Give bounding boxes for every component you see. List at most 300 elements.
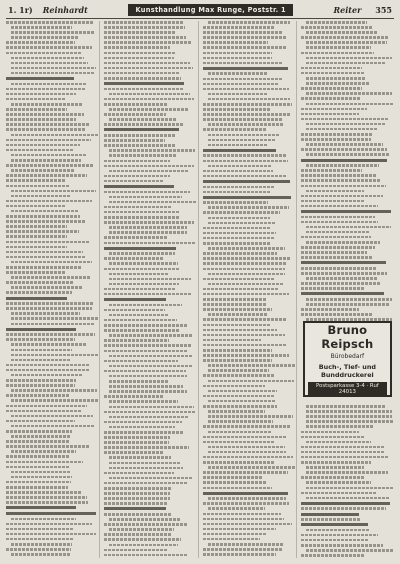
entry-text-line [301, 251, 367, 254]
entry-text-line [301, 451, 384, 454]
entry-text-line [203, 548, 283, 551]
entry-text-line [104, 134, 175, 137]
entry-text-line [109, 154, 177, 157]
entry-text-line [104, 431, 184, 434]
entry-text-line [301, 282, 380, 285]
page-number-right: 355 [375, 5, 392, 15]
entry-text-line [11, 471, 70, 474]
entry-text-line [104, 88, 184, 91]
entry-text-line [6, 496, 87, 499]
entry-text-line [104, 62, 190, 65]
entry-text-line [203, 298, 267, 301]
entry-text-line [208, 217, 270, 220]
entry-text-line [203, 57, 272, 60]
entry-text-line [203, 538, 261, 541]
entry-text-line [109, 355, 192, 358]
entry-text-line [6, 185, 69, 188]
entry-text-line [109, 477, 192, 480]
entry-text-line [203, 154, 288, 157]
entry-text-line [301, 518, 361, 521]
entry-text-line [104, 497, 170, 500]
entry-text-line [109, 462, 180, 465]
entry-text-line [208, 134, 280, 137]
entry-text-line [104, 36, 186, 39]
entry-text-line [109, 365, 192, 368]
entry-text-line [301, 507, 386, 510]
entry-text-line [208, 415, 294, 418]
entry-text-line [301, 210, 391, 213]
entry-text-line [11, 553, 71, 556]
entry-text-line [203, 211, 280, 214]
entry-text-line [6, 281, 73, 284]
entry-text-line [301, 113, 360, 116]
entry-text-line [306, 318, 392, 321]
entry-text-line [301, 554, 365, 557]
entry-text-line [104, 21, 182, 24]
entry-text-line [306, 57, 392, 60]
entry-text-line [306, 529, 370, 532]
entry-text-line [203, 518, 284, 521]
entry-text-line [203, 180, 291, 183]
entry-text-line [203, 237, 276, 240]
entry-text-line [109, 273, 169, 276]
entry-text-line [301, 446, 384, 449]
entry-text-line [208, 410, 266, 413]
entry-text-line [104, 144, 176, 147]
entry-text-line [11, 36, 79, 39]
entry-text-line [104, 309, 165, 312]
entry-text-line [109, 252, 174, 255]
entry-text-line [104, 216, 180, 219]
entry-text-line [11, 83, 87, 86]
entry-text-line [203, 83, 279, 86]
entry-text-line [301, 185, 386, 188]
entry-text-line [104, 360, 178, 363]
entry-text-line [306, 123, 385, 126]
entry-text-line [11, 399, 98, 402]
entry-text-line [306, 82, 370, 85]
entry-text-line [203, 553, 277, 556]
entry-text-line [208, 466, 297, 469]
directory-columns [6, 21, 394, 558]
entry-text-line [203, 502, 290, 505]
entry-text-line [203, 186, 275, 189]
entry-text-line [104, 523, 188, 526]
entry-text-line [6, 113, 84, 116]
entry-text-line [109, 406, 194, 409]
entry-text-line [301, 159, 387, 162]
entry-text-line [203, 88, 290, 91]
entry-text-line [104, 549, 166, 552]
entry-text-line [208, 380, 295, 383]
page-number-left: 1. 1r) [8, 5, 33, 15]
ad-company-name: Bruno Reipsch [321, 322, 374, 351]
entry-text-line [301, 431, 359, 434]
entry-text-line [208, 543, 284, 546]
entry-text-line [301, 195, 383, 198]
entry-text-line [11, 103, 82, 106]
entry-text-line [11, 261, 92, 264]
entry-text-line [6, 394, 69, 397]
entry-text-line [203, 329, 278, 332]
entry-text-line [6, 302, 94, 305]
entry-text-line [109, 375, 186, 378]
entry-text-line [203, 252, 278, 255]
entry-text-line [301, 148, 387, 151]
entry-text-line [203, 334, 286, 337]
entry-text-line [301, 52, 375, 55]
entry-text-line [208, 123, 284, 126]
entry-text-line [6, 491, 82, 494]
entry-text-line [203, 436, 288, 439]
entry-text-line [306, 415, 392, 418]
entry-text-line [104, 123, 182, 126]
entry-text-line [104, 482, 187, 485]
directory-column-1 [6, 21, 100, 558]
entry-text-line [104, 350, 188, 353]
entry-text-line [11, 543, 72, 546]
entry-text-line [301, 205, 378, 208]
ad-subtitle: Bürobedarf [330, 352, 365, 360]
entry-text-line [6, 164, 93, 167]
header-left [8, 5, 88, 15]
entry-text-line [301, 133, 373, 136]
entry-text-line [104, 46, 169, 49]
entry-text-line [109, 278, 191, 281]
entry-text-line [203, 425, 291, 428]
entry-text-line [208, 497, 286, 500]
entry-text-line [11, 425, 94, 428]
entry-text-line [104, 298, 166, 301]
entry-text-line [203, 113, 291, 116]
entry-text-line [203, 308, 273, 311]
entry-text-line [109, 118, 176, 121]
directory-column-3 [203, 21, 297, 558]
entry-text-line [208, 93, 269, 96]
entry-text-line [203, 67, 289, 70]
entry-text-line [301, 308, 360, 311]
entry-text-line [11, 67, 96, 70]
entry-text-line [301, 544, 383, 547]
entry-text-line [203, 492, 289, 495]
entry-text-line [104, 98, 194, 101]
entry-text-line [6, 271, 66, 274]
entry-text-line [301, 108, 367, 111]
entry-text-line [6, 266, 82, 269]
entry-text-line [104, 57, 174, 60]
entry-text-line [203, 52, 273, 55]
entry-text-line [6, 108, 67, 111]
entry-text-line [104, 180, 163, 183]
entry-text-line [104, 165, 194, 168]
entry-text-line [203, 242, 270, 245]
entry-text-line [208, 390, 278, 393]
entry-text-line [109, 528, 173, 531]
entry-text-line [104, 421, 181, 424]
entry-text-line [306, 103, 394, 106]
entry-text-line [6, 41, 75, 44]
entry-text-line [6, 420, 75, 423]
entry-text-line [208, 364, 297, 367]
entry-text-line [6, 445, 89, 448]
entry-text-line [104, 395, 163, 398]
entry-text-line [6, 241, 89, 244]
entry-text-line [6, 528, 74, 531]
entry-text-line [6, 481, 71, 484]
entry-text-line [301, 236, 371, 239]
entry-text-line [104, 324, 187, 327]
entry-text-line [203, 374, 275, 377]
entry-text-line [104, 113, 166, 116]
entry-text-line [203, 481, 266, 484]
entry-text-line [208, 431, 271, 434]
entry-text-line [203, 487, 272, 490]
entry-text-line [6, 430, 72, 433]
entry-text-line [6, 461, 83, 464]
entry-text-line [301, 456, 390, 459]
entry-text-line [104, 185, 174, 188]
entry-text-line [11, 190, 96, 193]
entry-text-line [301, 267, 377, 270]
entry-text-line [104, 411, 194, 414]
entry-text-line [6, 455, 69, 458]
entry-text-line [104, 487, 171, 490]
entry-text-line [203, 278, 276, 281]
entry-text-line [203, 533, 266, 536]
entry-text-line [306, 471, 388, 474]
entry-text-line [6, 123, 90, 126]
entry-text-line [11, 354, 99, 357]
entry-text-line [301, 287, 365, 290]
entry-text-line [203, 456, 293, 459]
entry-text-line [11, 26, 72, 29]
entry-text-line [6, 200, 92, 203]
entry-text-line [6, 52, 81, 55]
entry-text-line [104, 288, 176, 291]
entry-text-line [6, 328, 76, 331]
entry-text-line [6, 291, 72, 294]
entry-text-line [104, 72, 180, 75]
entry-text-line [11, 169, 74, 172]
ad-contact: Postsparkasse 3-4 · Ruf 24013 [308, 382, 387, 396]
entry-text-line [203, 476, 264, 479]
entry-text-line [208, 72, 269, 75]
entry-text-line [109, 518, 180, 521]
entry-text-line [203, 528, 277, 531]
entry-text-line [306, 303, 389, 306]
entry-text-line [301, 272, 388, 275]
entry-text-line [306, 425, 374, 428]
entry-text-line [104, 31, 175, 34]
entry-text-line [104, 191, 190, 194]
entry-text-line [104, 257, 163, 260]
entry-text-line [6, 506, 76, 509]
entry-text-line [306, 153, 389, 156]
entry-text-line [208, 21, 290, 24]
entry-text-line [208, 313, 269, 316]
entry-text-line [306, 410, 392, 413]
entry-text-line [203, 288, 279, 291]
entry-text-line [11, 343, 86, 346]
entry-text-line [109, 226, 186, 229]
entry-text-line [11, 286, 82, 289]
entry-text-line [203, 118, 283, 121]
entry-text-line [6, 235, 67, 238]
entry-text-line [104, 339, 168, 342]
entry-text-line [301, 492, 377, 495]
entry-text-line [104, 82, 184, 85]
entry-text-line [208, 273, 285, 276]
entry-text-line [203, 293, 290, 296]
directory-column-2 [104, 21, 198, 558]
entry-text-line [301, 461, 371, 464]
entry-text-line [306, 92, 392, 95]
entry-text-line [203, 149, 277, 152]
entry-text-line [203, 160, 289, 163]
entry-text-line [306, 549, 394, 552]
entry-text-line [301, 436, 364, 439]
entry-text-line [109, 262, 178, 265]
entry-text-line [203, 395, 275, 398]
entry-text-line [203, 441, 275, 444]
entry-text-line [306, 41, 387, 44]
entry-text-line [104, 502, 167, 505]
entry-text-line [109, 283, 179, 286]
entry-text-line [203, 354, 290, 357]
entry-text-line [6, 538, 73, 541]
entry-text-line [6, 523, 92, 526]
entry-text-line [6, 501, 88, 504]
entry-text-line [109, 416, 187, 419]
entry-text-line [104, 247, 176, 250]
entry-text-line [306, 241, 381, 244]
entry-text-line [208, 451, 286, 454]
entry-text-line [203, 339, 262, 342]
entry-text-line [306, 31, 379, 34]
entry-text-line [301, 67, 363, 70]
entry-text-line [203, 471, 289, 474]
entry-text-line [6, 144, 80, 147]
entry-text-line [6, 369, 90, 372]
entry-text-line [301, 174, 377, 177]
entry-text-line [203, 405, 278, 408]
entry-text-line [6, 118, 76, 121]
entry-text-line [109, 231, 186, 234]
entry-text-line [203, 103, 293, 106]
entry-text-line [203, 344, 288, 347]
entry-text-line [104, 533, 171, 536]
entry-text-line [306, 497, 390, 500]
entry-text-line [306, 277, 379, 280]
header-banner-ad: Kunsthandlung Max Runge, Poststr. 1 [128, 4, 292, 16]
entry-text-line [104, 538, 180, 541]
entry-text-line [109, 93, 190, 96]
entry-text-line [203, 36, 287, 39]
entry-text-line [208, 139, 276, 142]
entry-text-line [104, 160, 170, 163]
entry-text-line [6, 98, 65, 101]
entry-text-line [11, 450, 76, 453]
entry-text-line [306, 487, 394, 490]
entry-text-line [6, 548, 71, 551]
entry-text-line [6, 466, 69, 469]
entry-text-line [109, 108, 187, 111]
entry-text-line [104, 329, 180, 332]
entry-text-line [104, 446, 189, 449]
entry-text-line [301, 513, 359, 516]
entry-text-line [208, 222, 276, 225]
entry-text-line [208, 98, 291, 101]
entry-text-line [208, 420, 273, 423]
entry-text-line [104, 441, 168, 444]
entry-text-line [109, 400, 178, 403]
entry-text-line [11, 349, 72, 352]
entry-text-line [6, 251, 83, 254]
entry-text-line [306, 164, 380, 167]
entry-text-line [203, 318, 288, 321]
entry-text-line [301, 534, 378, 537]
entry-text-line [6, 77, 74, 80]
entry-text-line [104, 211, 180, 214]
entry-text-line [6, 405, 87, 408]
entry-text-line [109, 467, 183, 470]
entry-text-line [104, 268, 180, 271]
entry-text-line [109, 314, 168, 317]
entry-text-line [6, 338, 75, 341]
entry-text-line [203, 78, 283, 81]
entry-text-line [203, 303, 266, 306]
entry-text-line [301, 138, 371, 141]
entry-text-line [6, 220, 86, 223]
entry-text-line [301, 26, 374, 29]
header-rule [6, 18, 394, 19]
entry-text-line [306, 21, 368, 24]
entry-text-line [208, 400, 275, 403]
entry-text-line [11, 518, 76, 521]
entry-text-line [6, 379, 76, 382]
entry-text-line [6, 364, 90, 367]
entry-text-line [306, 62, 386, 65]
entry-text-line [104, 507, 166, 510]
entry-text-line [109, 385, 183, 388]
entry-text-line [11, 323, 94, 326]
entry-text-line [11, 57, 84, 60]
entry-text-line [301, 221, 378, 224]
entry-text-line [11, 195, 71, 198]
entry-text-line [203, 349, 272, 352]
entry-text-line [109, 170, 187, 173]
entry-text-line [109, 196, 182, 199]
entry-text-line [203, 227, 270, 230]
entry-text-line [306, 466, 364, 469]
entry-text-line [208, 165, 271, 168]
entry-text-line [6, 179, 65, 182]
entry-text-line [306, 481, 371, 484]
header-word-right: Reiter [333, 5, 362, 15]
entry-text-line [203, 62, 283, 65]
entry-text-line [301, 87, 363, 90]
entry-text-line [203, 196, 292, 199]
entry-text-line [301, 523, 368, 526]
entry-text-line [11, 31, 94, 34]
entry-text-line [6, 410, 82, 413]
entry-text-line [6, 128, 86, 131]
entry-text-line [104, 175, 170, 178]
entry-text-line [104, 242, 194, 245]
entry-text-line [203, 257, 292, 260]
entry-text-line [109, 380, 169, 383]
entry-text-line [306, 190, 365, 193]
